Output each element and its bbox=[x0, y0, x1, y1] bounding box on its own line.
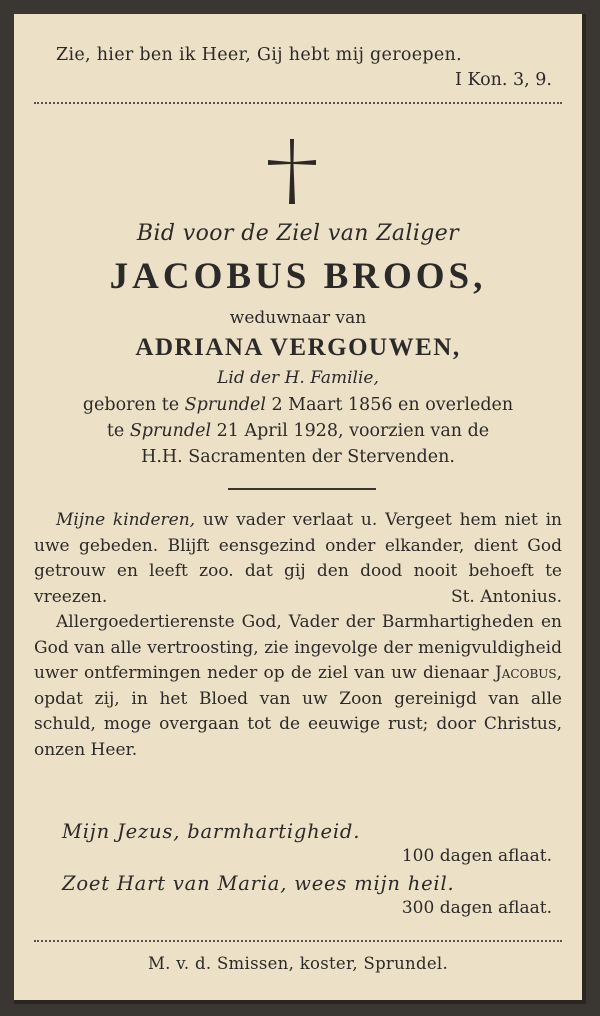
bottom-divider bbox=[34, 940, 562, 942]
p1-text: uw vader verlaat u. Vergeet hem niet in uwe gebeden. Blijft eensgezind onder elkander, dient God getrouw en leeft zoo. dat gij den dood nooit behoeft te vreezen. bbox=[34, 510, 562, 607]
sacraments-line: H.H. Sacramenten der Stervenden. bbox=[141, 447, 455, 467]
indulgence-days-1: 100 dagen aflaat. bbox=[401, 846, 552, 866]
death-line-a: te bbox=[106, 421, 130, 441]
indulgence-days-2: 300 dagen aflaat. bbox=[401, 898, 552, 918]
paragraph-2 bbox=[34, 610, 562, 763]
prayer-heading: Bid voor de Ziel van Zaliger bbox=[136, 221, 460, 246]
latin-cross-icon bbox=[264, 136, 320, 206]
top-divider bbox=[34, 102, 562, 104]
memorial-card bbox=[14, 14, 586, 1004]
p2-text: Allergoedertierenste God, Vader der Barmhartigheden en God van alle vertroosting, zie ingevolge der menigvuldigheid uwer ontfermingen neder op de ziel van uw dienaar bbox=[34, 612, 562, 683]
birth-line-a: geboren te bbox=[82, 395, 185, 415]
membership-text: Lid der H. Familie, bbox=[217, 368, 379, 388]
p2-tail: , opdat zij, in het Bloed van uw Zoon gereinigd van alle schuld, moge overgaan tot de eeuwige rust; door Christus, onzen Heer. bbox=[34, 663, 562, 760]
p1-source: St. Antonius. bbox=[450, 586, 562, 607]
spouse-name: ADRIANA VERGOUWEN, bbox=[135, 334, 461, 361]
p1-italic: Mijne kinderen, bbox=[56, 510, 196, 530]
header-reference: I Kon. 3, 9. bbox=[455, 70, 552, 90]
birth-place: Sprundel bbox=[184, 395, 266, 415]
deceased-name: JACOBUS BROOS, bbox=[109, 256, 487, 297]
death-line-c: 21 April 1928, voorzien van de bbox=[211, 421, 490, 441]
indulgence-prayer-2: Zoet Hart van Maria, wees mijn heil. bbox=[62, 872, 455, 895]
relation-text: weduwnaar van bbox=[229, 308, 367, 328]
birth-line bbox=[14, 395, 582, 415]
paragraph-1 bbox=[34, 508, 562, 610]
middle-divider bbox=[228, 488, 376, 490]
p2-name: Jacobus bbox=[494, 663, 557, 683]
body-text bbox=[34, 508, 562, 763]
indulgence-prayer-1: Mijn Jezus, barmhartigheid. bbox=[62, 820, 361, 843]
birth-line-c: 2 Maart 1856 en overleden bbox=[265, 395, 514, 415]
death-place: Sprundel bbox=[129, 421, 212, 441]
header-quote: Zie, hier ben ik Heer, Gij hebt mij geroepen. bbox=[56, 45, 462, 65]
printer-line: M. v. d. Smissen, koster, Sprundel. bbox=[147, 954, 449, 973]
death-line bbox=[14, 421, 582, 441]
